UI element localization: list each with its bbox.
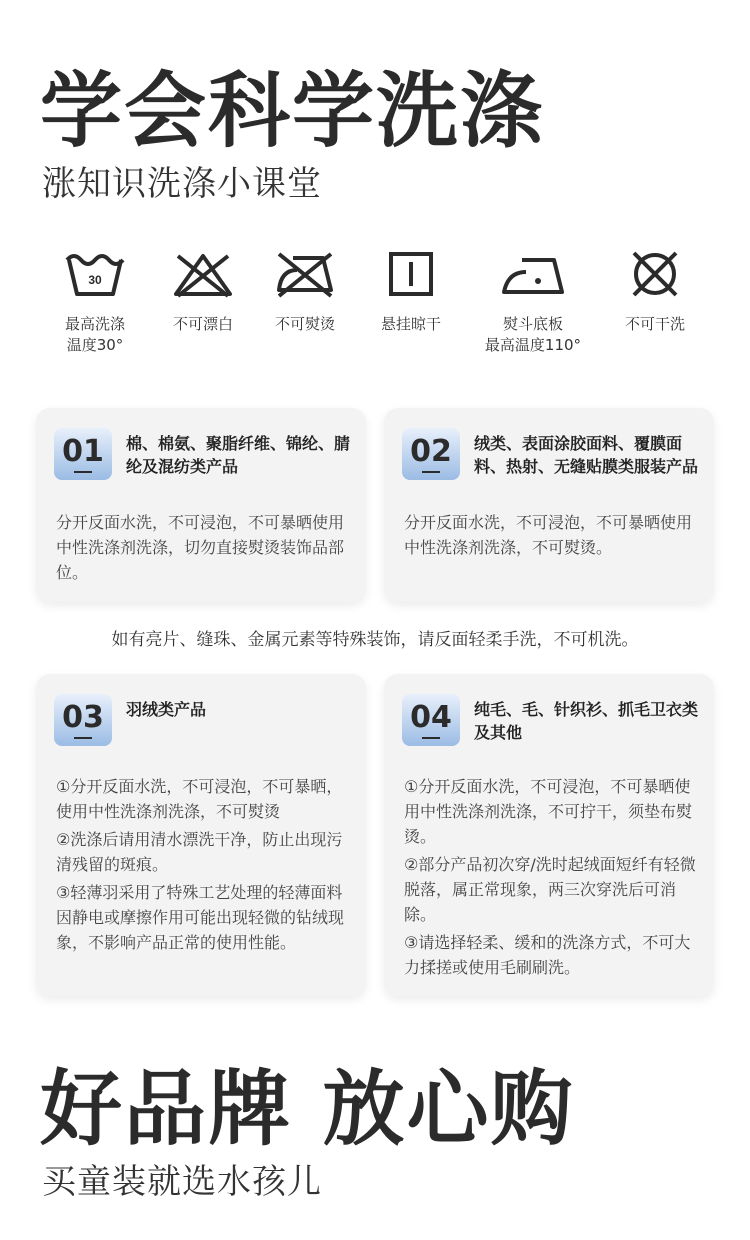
care-item-no-iron [250,250,360,335]
card-heading: 绒类、表面涂胶面料、覆膜面料、热射、无缝贴膜类服装产品 [474,434,699,476]
no-iron-icon [273,250,337,298]
care-label: 最高温度110° [484,336,582,354]
card-paragraph: ①分开反面水洗，不可浸泡，不可暴晒使用中性洗涤剂洗涤，不可拧干，须垫布熨烫。 [404,777,693,846]
care-label: 不可漂白 [172,315,233,333]
card-paragraph: ②部分产品初次穿/洗时起绒面短纤有轻微脱落，属正常现象，两三次穿洗后可消除。 [404,855,696,924]
card-number: 04 [410,700,452,735]
card-body [56,774,352,958]
care-item-iron-low [478,250,588,356]
card-paragraph: 分开反面水洗，不可浸泡，不可暴晒使用中性洗涤剂洗涤，不可熨烫。 [404,513,693,557]
care-label: 悬挂晾干 [380,315,441,333]
page-title: 学会科学洗涤 [40,64,545,159]
care-item-line-dry [356,250,466,335]
card-paragraph: ②洗涤后请用清水漂洗干净，防止出现污清残留的斑痕。 [56,830,343,874]
special-decoration-note: 如有亮片、缝珠、金属元素等特殊装饰，请反面轻柔手洗，不可机洗。 [111,630,639,650]
brand-title: 好品牌 放心购 [40,1062,575,1157]
card-heading: 纯毛、毛、针织衫、抓毛卫衣类及其他 [474,700,699,742]
care-icons-row [40,250,720,370]
care-item-wash [40,250,150,356]
care-card-02 [384,408,714,602]
card-paragraph: 分开反面水洗，不可浸泡，不可暴晒使用中性洗涤剂洗涤，切勿直接熨烫装饰品部位。 [56,513,345,582]
card-number-badge [402,694,460,746]
card-number-badge [54,694,112,746]
brand-subtitle: 买童装就选水孩儿 [42,1162,322,1202]
card-number: 01 [62,434,104,469]
care-label: 不可熨烫 [274,315,335,333]
care-label: 最高洗涤 [64,315,125,333]
care-card-01 [36,408,366,602]
care-label: 温度30° [66,336,124,354]
wash-30-icon [65,250,125,298]
iron-low-icon [500,250,566,298]
card-number: 03 [62,700,104,735]
svg-text:30: 30 [88,273,102,287]
card-paragraph: ③请选择轻柔、缓和的洗涤方式，不可大力揉搓或使用毛刷刷洗。 [404,933,691,977]
care-label: 熨斗底板 [502,315,563,333]
card-number-badge [402,428,460,480]
no-bleach-icon [172,250,234,298]
care-item-no-bleach [148,250,258,335]
care-item-no-dry-clean [600,250,710,335]
care-label: 不可干洗 [624,315,685,333]
card-number-badge [54,428,112,480]
card-body [404,774,700,983]
card-body [404,510,700,563]
card-heading: 棉、棉氨、聚脂纤维、锦纶、腈纶及混纺类产品 [126,434,351,476]
card-body [56,510,352,588]
no-dry-clean-icon [629,250,681,298]
care-card-04 [384,674,714,996]
page-subtitle: 涨知识洗涤小课堂 [42,164,322,204]
card-number: 02 [410,434,452,469]
care-card-03 [36,674,366,996]
card-heading: 羽绒类产品 [126,700,207,719]
line-dry-icon [387,250,435,298]
card-paragraph: ①分开反面水洗，不可浸泡，不可暴晒，使用中性洗涤剂洗涤，不可熨烫 [56,777,343,821]
card-paragraph: ③轻薄羽采用了特殊工艺处理的轻薄面料因静电或摩擦作用可能出现轻微的钻绒现象，不影响产品正常的使用性能。 [56,883,345,952]
